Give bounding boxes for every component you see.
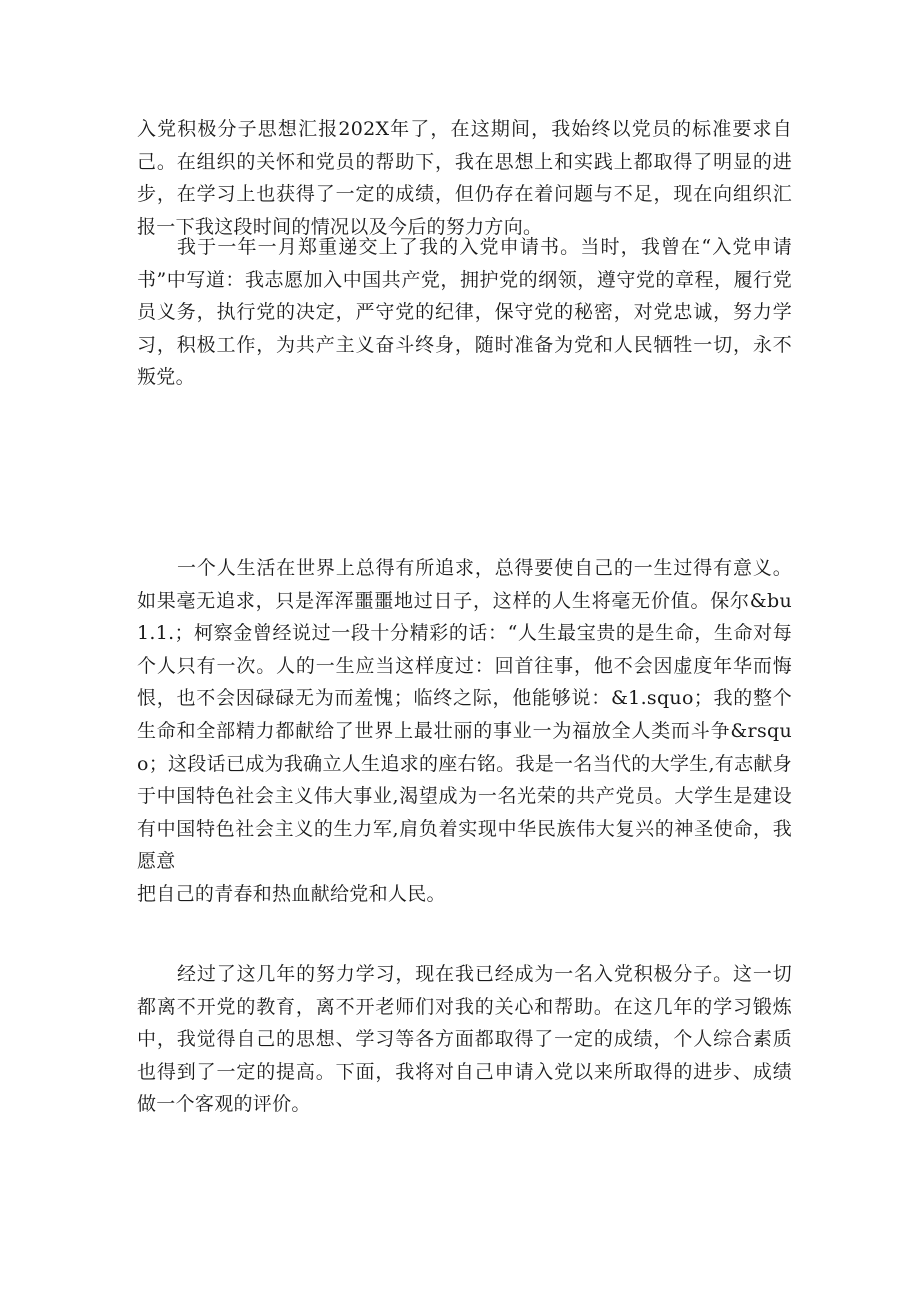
paragraph-intro: 入党积极分子思想汇报202X年了，在这期间，我始终以党员的标准要求自己。在组织的关怀和党员的帮助下，我在思想上和实践上都取得了明显的进步，在学习上也获得了一定的成绩，但仍存在着问题与不足，现在向组织汇报一下我这段时间的情况以及今后的努力方向。	[137, 118, 792, 238]
paragraph-progress: 经过了这几年的努力学习，现在我已经成为一名入党积极分子。这一切都离不开党的教育，离不开老师们对我的关心和帮助。在这几年的学习锻炼中，我觉得自己的思想、学习等各方面都取得了一定的成绩，个人综合素质也得到了一定的提高。下面，我将对自己申请入党以来所取得的进步、成绩做一个客观的评价。	[137, 963, 792, 1116]
paragraph-life-pursuit-body: 一个人生活在世界上总得有所追求，总得要使自己的一生过得有意义。如果毫无追求，只是浑浑噩噩地过日子，这样的人生将毫无价值。保尔&bu1.1.；柯察金曾经说过一段十分精彩的话：“人生最宝贵的是生命，生命对每个人只有一次。人的一生应当这样度过：回首往事，他不会因虚度年华而悔恨，也不会因碌碌无为而羞愧；临终之际，他能够说：&1.squo；我的整个生命和全部精力都献给了世界上最壮丽的事业一为福放全人类而斗争&rsquo；这段话已成为我确立人生追求的座右铭。我是一名当代的大学生,有志献身于中国特色社会主义伟大事业,渴望成为一名光荣的共产党员。大学生是建设有中国特色社会主义的生力军,肩负着实现中华民族伟大复兴的神圣使命，我愿意	[137, 557, 792, 873]
paragraph-life-pursuit	[137, 552, 792, 911]
paragraph-life-pursuit-tail: 把自己的青春和热血献给党和人民。	[137, 882, 446, 905]
paragraph-application: 我于一年一月郑重递交上了我的入党申请书。当时，我曾在“入党申请书”中写道：我志愿加入中国共产党，拥护党的纲领，遵守党的章程，履行党员义务，执行党的决定，严守党的纪律，保守党的秘密，对党忠诚，努力学习，积极工作，为共产主义奋斗终身，随时准备为党和人民牺牲一切，永不叛党。	[137, 236, 792, 389]
